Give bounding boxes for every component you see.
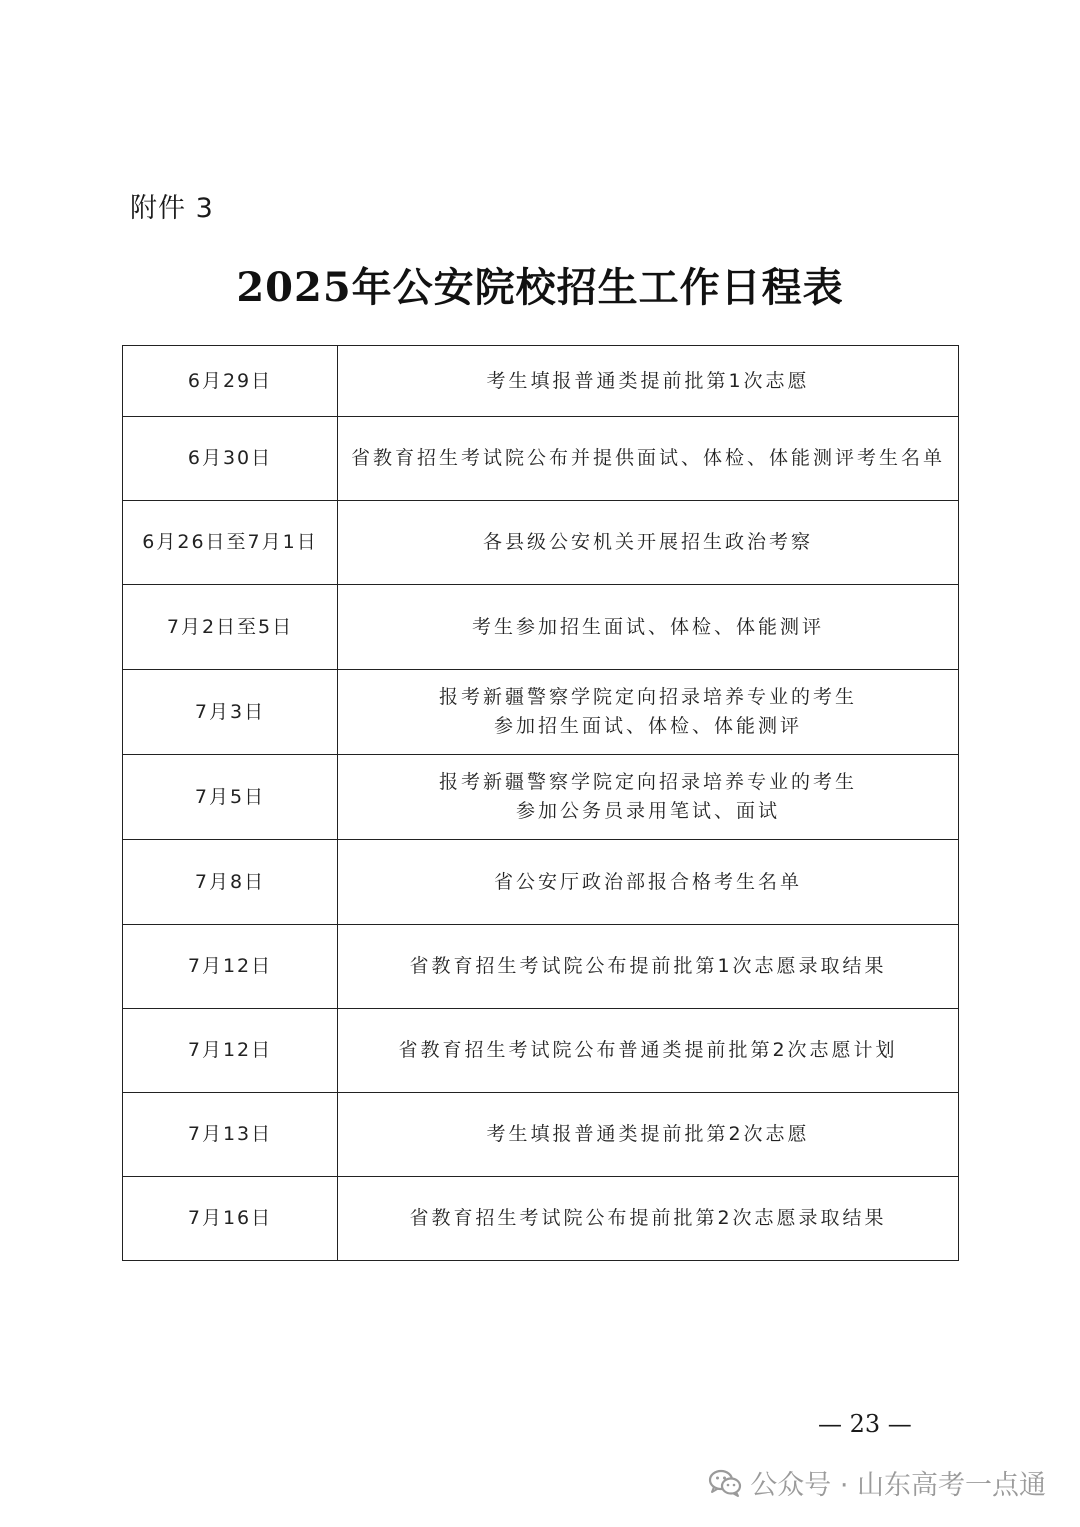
table-row bbox=[123, 925, 959, 1009]
date-cell: 7月12日 bbox=[123, 1009, 338, 1093]
date-cell: 6月29日 bbox=[123, 346, 338, 417]
event-cell bbox=[338, 1009, 959, 1093]
date-cell: 7月13日 bbox=[123, 1093, 338, 1177]
event-text: 报考新疆警察学院定向招录培养专业的考生 bbox=[438, 771, 857, 793]
table-row bbox=[123, 501, 959, 585]
schedule-table bbox=[122, 345, 959, 1261]
event-cell bbox=[338, 585, 959, 670]
event-text: 省教育招生考试院公布提前批第2次志愿录取结果 bbox=[409, 1207, 887, 1229]
attachment-label: 附件 3 bbox=[130, 193, 214, 224]
event-cell bbox=[338, 670, 959, 755]
date-cell: 6月26日至7月1日 bbox=[123, 501, 338, 585]
event-text: 考生填报普通类提前批第2次志愿 bbox=[486, 1123, 810, 1145]
event-cell bbox=[338, 501, 959, 585]
date-cell: 7月5日 bbox=[123, 755, 338, 840]
event-cell bbox=[338, 1093, 959, 1177]
page-title: 2025年公安院校招生工作日程表 bbox=[236, 264, 844, 311]
table-row bbox=[123, 1009, 959, 1093]
table-row bbox=[123, 585, 959, 670]
event-cell bbox=[338, 1177, 959, 1261]
event-text: 省教育招生考试院公布提前批第1次志愿录取结果 bbox=[409, 955, 887, 977]
date-cell: 7月12日 bbox=[123, 925, 338, 1009]
page-number: — 23 — bbox=[818, 1410, 912, 1438]
table-row bbox=[123, 840, 959, 925]
watermark bbox=[708, 1463, 1046, 1502]
table-row bbox=[123, 1177, 959, 1261]
watermark-text: 公众号 · 山东高考一点通 bbox=[750, 1470, 1046, 1501]
table-row bbox=[123, 755, 959, 840]
table-row bbox=[123, 417, 959, 501]
date-cell: 7月3日 bbox=[123, 670, 338, 755]
event-text: 考生填报普通类提前批第1次志愿 bbox=[486, 369, 810, 392]
event-cell bbox=[338, 840, 959, 925]
date-cell: 7月16日 bbox=[123, 1177, 338, 1261]
event-cell bbox=[338, 925, 959, 1009]
event-text: 省公安厅政治部报合格考生名单 bbox=[493, 870, 802, 893]
table-row bbox=[123, 670, 959, 755]
event-text: 各县级公安机关开展招生政治考察 bbox=[482, 531, 813, 553]
table-row bbox=[123, 346, 959, 417]
event-text: 报考新疆警察学院定向招录培养专业的考生 bbox=[438, 686, 857, 708]
date-cell: 7月2日至5日 bbox=[123, 585, 338, 670]
date-cell: 7月8日 bbox=[123, 840, 338, 925]
event-text: 考生参加招生面试、体检、体能测评 bbox=[471, 615, 824, 638]
event-text: 省教育招生考试院公布并提供面试、体检、体能测评考生名单 bbox=[350, 447, 945, 469]
event-text: 省教育招生考试院公布普通类提前批第2次志愿计划 bbox=[398, 1039, 898, 1061]
event-cell bbox=[338, 417, 959, 501]
event-text: 参加公务员录用笔试、面试 bbox=[515, 800, 780, 822]
date-cell: 6月30日 bbox=[123, 417, 338, 501]
event-cell bbox=[338, 755, 959, 840]
event-cell bbox=[338, 346, 959, 417]
table-row bbox=[123, 1093, 959, 1177]
event-text: 参加招生面试、体检、体能测评 bbox=[493, 715, 802, 737]
wechat-icon bbox=[708, 1468, 742, 1498]
